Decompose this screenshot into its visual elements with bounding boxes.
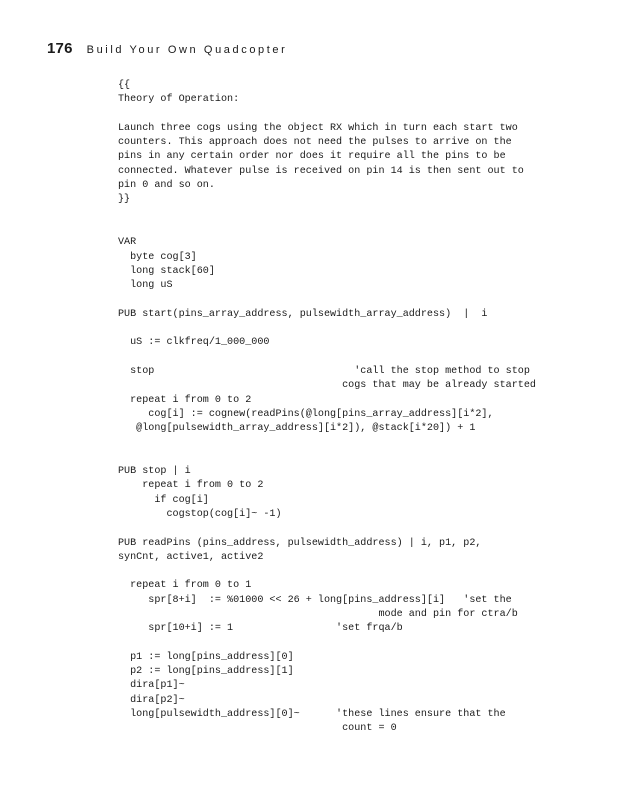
code-listing bbox=[118, 79, 618, 737]
code-line: Launch three cogs using the object RX which in turn each start two bbox=[118, 122, 518, 134]
code-line: cogstop(cog[i]~ -1) bbox=[118, 508, 282, 520]
code-line: synCnt, active1, active2 bbox=[118, 551, 264, 563]
code-line: PUB readPins (pins_address, pulsewidth_address) | i, p1, p2, bbox=[118, 537, 482, 549]
code-line: long uS bbox=[118, 280, 173, 292]
code-line: spr[8+i] := %01000 << 26 + long[pins_address][i] 'set the bbox=[118, 594, 512, 606]
code-line bbox=[118, 322, 618, 336]
code-line bbox=[118, 637, 618, 651]
code-line: connected. Whatever pulse is received on pin 14 is then sent out to bbox=[118, 165, 524, 177]
code-line bbox=[118, 522, 618, 536]
code-line: uS := clkfreq/1_000_000 bbox=[118, 337, 270, 349]
code-line bbox=[118, 436, 618, 450]
running-title: Build Your Own Quadcopter bbox=[86, 44, 288, 56]
code-line: dira[p1]~ bbox=[118, 680, 185, 692]
code-line bbox=[118, 351, 618, 365]
code-line: VAR bbox=[118, 237, 137, 249]
page-header bbox=[47, 40, 287, 62]
code-line: repeat i from 0 to 1 bbox=[118, 580, 252, 592]
code-line bbox=[118, 293, 618, 307]
code-line: dira[p2]~ bbox=[118, 694, 185, 706]
code-line: }} bbox=[118, 194, 131, 206]
code-line: Theory of Operation: bbox=[118, 94, 240, 106]
code-line bbox=[118, 451, 618, 465]
code-line: PUB start(pins_array_address, pulsewidth_array_address) | i bbox=[118, 308, 488, 320]
code-line: pins in any certain order nor does it require all the pins to be bbox=[118, 151, 506, 163]
code-line: spr[10+i] := 1 'set frqa/b bbox=[118, 623, 403, 635]
code-line: byte cog[3] bbox=[118, 251, 197, 263]
code-line: cog[i] := cognew(readPins(@long[pins_array_address][i*2], bbox=[118, 408, 494, 420]
code-line: if cog[i] bbox=[118, 494, 209, 506]
code-line: counters. This approach does not need the pulses to arrive on the bbox=[118, 137, 512, 149]
code-line bbox=[118, 108, 618, 122]
code-line: cogs that may be already started bbox=[118, 380, 536, 392]
code-line: long stack[60] bbox=[118, 265, 215, 277]
code-line: p1 := long[pins_address][0] bbox=[118, 651, 294, 663]
code-line: p2 := long[pins_address][1] bbox=[118, 666, 294, 678]
code-line: long[pulsewidth_address][0]~ 'these lines ensure that the bbox=[118, 709, 506, 721]
code-line: pin 0 and so on. bbox=[118, 180, 215, 192]
code-line: count = 0 bbox=[118, 723, 397, 735]
code-line: mode and pin for ctra/b bbox=[118, 608, 518, 620]
code-line: @long[pulsewidth_array_address][i*2]), @stack[i*20]) + 1 bbox=[118, 423, 476, 435]
code-line bbox=[118, 208, 618, 222]
code-line bbox=[118, 222, 618, 236]
code-line: repeat i from 0 to 2 bbox=[118, 480, 264, 492]
code-line: {{ bbox=[118, 80, 131, 91]
code-line: stop 'call the stop method to stop bbox=[118, 365, 530, 377]
code-line: repeat i from 0 to 2 bbox=[118, 394, 252, 406]
page-number: 176 bbox=[47, 40, 73, 57]
code-line bbox=[118, 565, 618, 579]
code-line: PUB stop | i bbox=[118, 466, 191, 478]
